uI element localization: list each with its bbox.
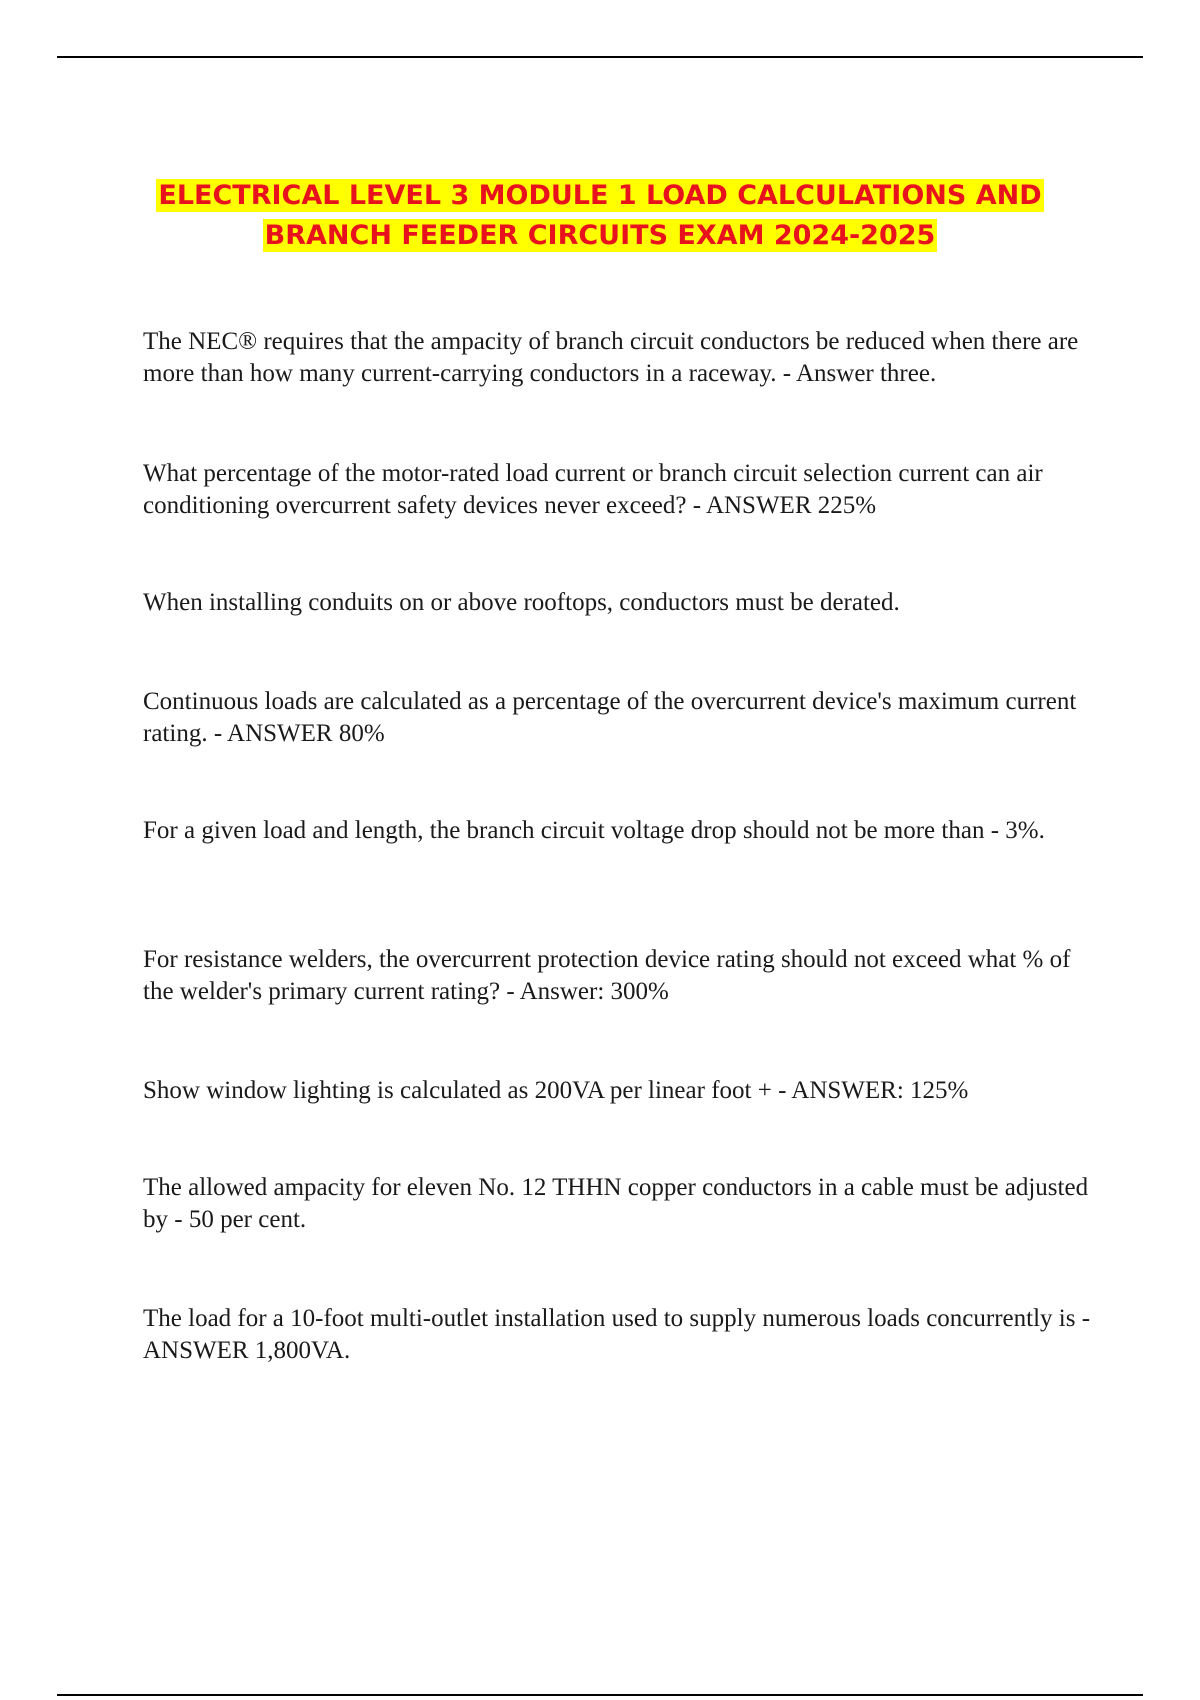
qa-item-8: The allowed ampacity for eleven No. 12 THHN copper conductors in a cable must be adjusted by - 50 per cent. bbox=[143, 1174, 1089, 1233]
document-title bbox=[100, 176, 1100, 256]
qa-item-4: Continuous loads are calculated as a percentage of the overcurrent device's maximum current rating. - ANSWER 80% bbox=[143, 688, 1077, 747]
qa-item-7: Show window lighting is calculated as 200VA per linear foot + - ANSWER: 125% bbox=[143, 1077, 969, 1104]
top-divider bbox=[57, 56, 1143, 58]
title-line-2: BRANCH FEEDER CIRCUITS EXAM 2024-2025 bbox=[264, 220, 936, 251]
qa-item-2: What percentage of the motor-rated load current or branch circuit selection current can air conditioning overcurrent safety devices never exceed? - ANSWER 225% bbox=[143, 460, 1043, 519]
qa-item-9: The load for a 10-foot multi-outlet installation used to supply numerous loads concurrently is - ANSWER 1,800VA. bbox=[143, 1305, 1091, 1364]
bottom-divider bbox=[57, 1694, 1143, 1696]
qa-item-6: For resistance welders, the overcurrent protection device rating should not exceed what % of the welder's primary current rating? - Answer: 300% bbox=[143, 946, 1071, 1005]
qa-item-1: The NEC® requires that the ampacity of branch circuit conductors be reduced when there are more than how many current-carrying conductors in a raceway. - Answer three. bbox=[143, 328, 1079, 387]
qa-item-5: For a given load and length, the branch circuit voltage drop should not be more than - 3%. bbox=[143, 817, 1045, 844]
qa-item-3: When installing conduits on or above rooftops, conductors must be derated. bbox=[143, 589, 900, 616]
title-line-1: ELECTRICAL LEVEL 3 MODULE 1 LOAD CALCULATIONS AND bbox=[158, 180, 1042, 211]
